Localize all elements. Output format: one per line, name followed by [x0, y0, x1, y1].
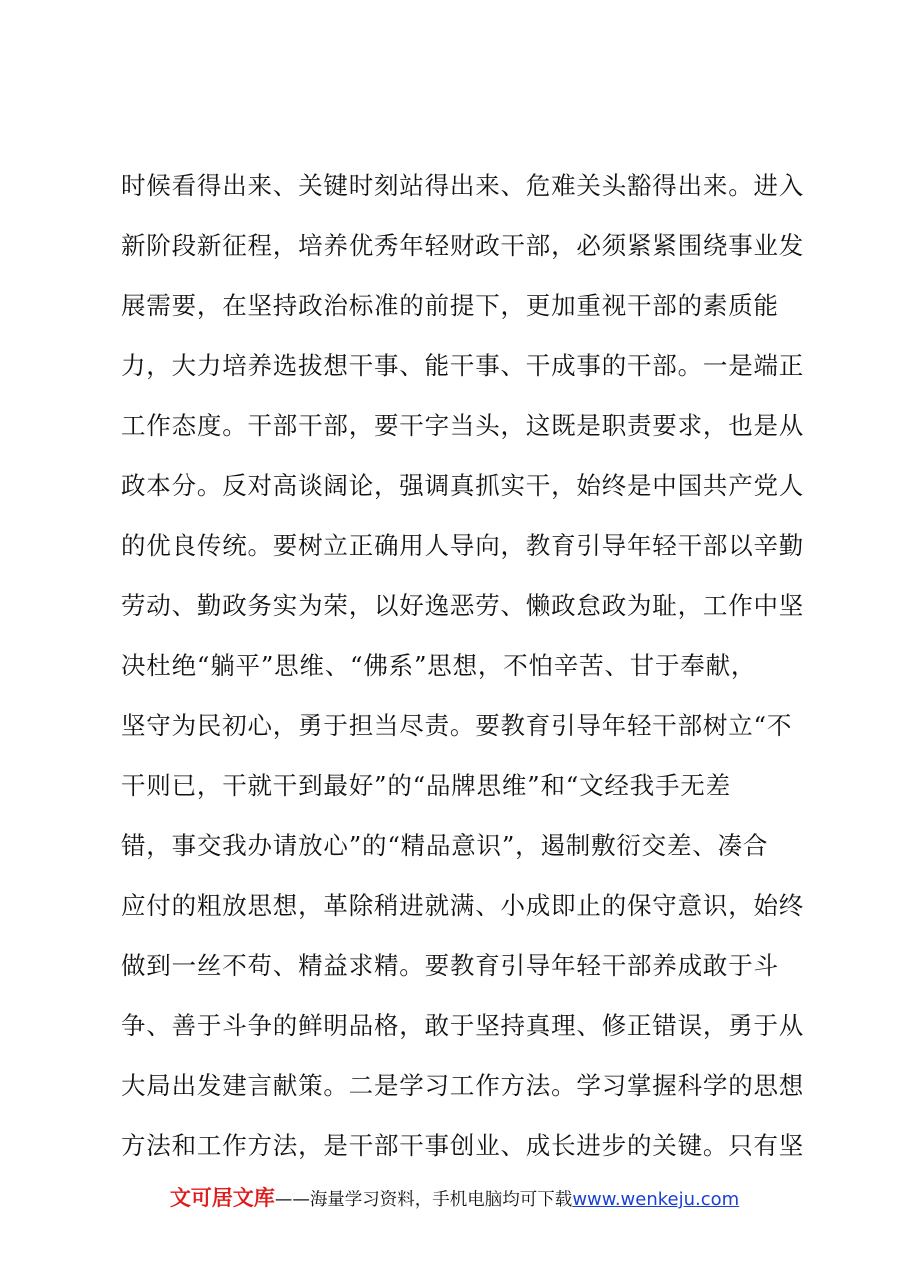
brand-name: 文可居文库	[169, 1186, 275, 1210]
text-line: 方法和工作方法，是干部干事创业、成长进步的关键。只有坚	[121, 1131, 805, 1160]
footer-banner	[0, 1182, 909, 1212]
document-body	[121, 163, 805, 1183]
website-link[interactable]: www.wenkeju.com	[572, 1189, 740, 1210]
text-line: 争、善于斗争的鲜明品格，敢于坚持真理、修正错误，勇于从	[121, 1011, 805, 1040]
text-line: 力，大力培养选拔想干事、能干事、干成事的干部。一是端正	[121, 351, 805, 380]
text-line: 时候看得出来、关键时刻站得出来、危难关头豁得出来。进入	[121, 171, 805, 200]
text-line: 政本分。反对高谈阔论，强调真抓实干，始终是中国共产党人	[121, 471, 805, 500]
text-line: 新阶段新征程，培养优秀年轻财政干部，必须紧紧围绕事业发	[121, 231, 805, 260]
text-line: 坚守为民初心，勇于担当尽责。要教育引导年轻干部树立“不	[121, 711, 793, 740]
text-line: 工作态度。干部干部，要干字当头，这既是职责要求，也是从	[121, 411, 805, 440]
text-line: 错，事交我办请放心”的“精品意识”，遏制敷衍交差、凑合	[121, 831, 769, 860]
text-line: 应付的粗放思想，革除稍进就满、小成即止的保守意识，始终	[121, 891, 805, 920]
text-line: 做到一丝不苟、精益求精。要教育引导年轻干部养成敢于斗	[121, 951, 779, 980]
text-line: 的优良传统。要树立正确用人导向，教育引导年轻干部以辛勤	[121, 531, 805, 560]
text-line: 决杜绝“躺平”思维、“佛系”思想，不怕辛苦、甘于奉献，	[121, 651, 757, 680]
text-line: 干则已，干就干到最好”的“品牌思维”和“文经我手无差	[121, 771, 731, 800]
text-line: 劳动、勤政务实为荣，以好逸恶劳、懒政怠政为耻，工作中坚	[121, 591, 805, 620]
text-line: 大局出发建言献策。二是学习工作方法。学习掌握科学的思想	[121, 1071, 805, 1100]
text-line: 展需要，在坚持政治标准的前提下，更加重视干部的素质能	[121, 291, 779, 320]
footer-tagline: ——海量学习资料，手机电脑均可下载	[274, 1190, 573, 1210]
